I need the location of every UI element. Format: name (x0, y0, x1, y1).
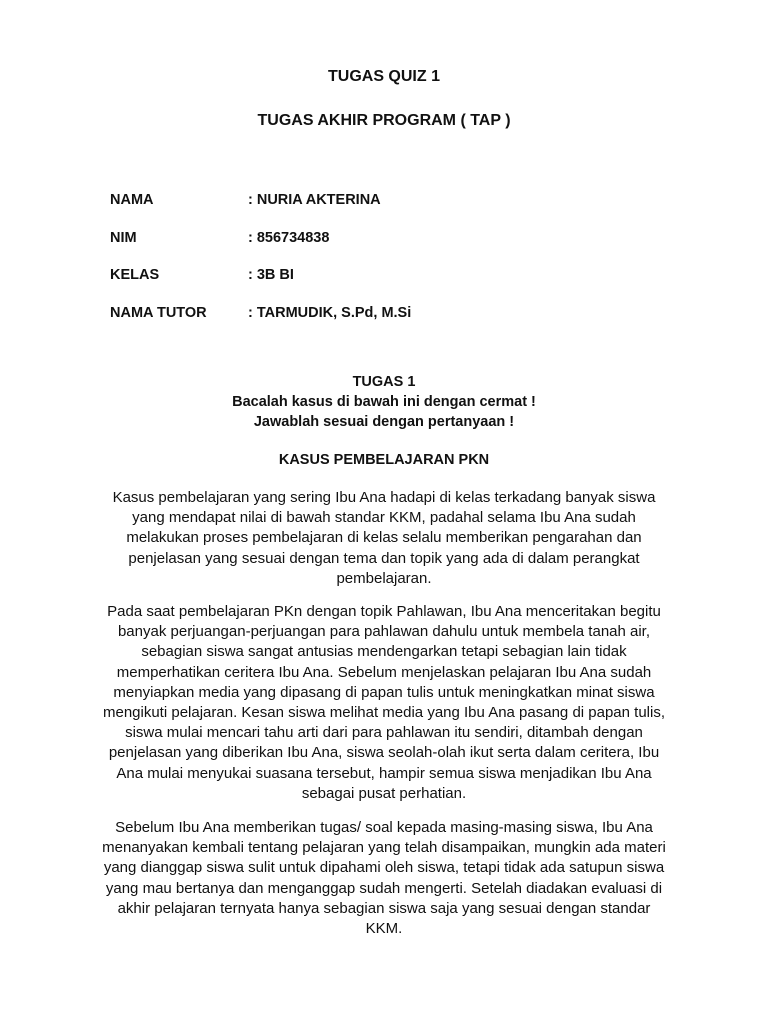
case-paragraph-3: Sebelum Ibu Ana memberikan tugas/ soal kepada masing-masing siswa, Ibu Ana menanyakan kembali tentang pelajaran yang telah disampaikan, mungkin ada materi yang dianggap siswa sulit untuk dipahami oleh siswa, tetapi tidak ada satupun siswa yang mau bertanya dan menganggap sudah mengerti. Setelah diadakan evaluasi di akhir pelajaran ternyata hanya sebagian siswa saja yang sesuai dengan standar KKM. (102, 819, 666, 938)
info-value-nim: : 856734838 (248, 229, 330, 246)
info-row-nim (110, 230, 670, 268)
info-row-nama (110, 192, 670, 230)
case-title: KASUS PEMBELAJARAN PKN (278, 452, 490, 468)
task-block (0, 372, 768, 432)
info-value-kelas: : 3B BI (248, 267, 294, 284)
info-row-nama-tutor (110, 305, 670, 343)
task-heading: TUGAS 1 (352, 374, 416, 390)
case-paragraph-1: Kasus pembelajaran yang sering Ibu Ana hadapi di kelas terkadang banyak siswa yang mendapat nilai di bawah standar KKM, padahal selama Ibu Ana sudah melakukan proses pembelajaran di kelas selalu memberikan pengarahan dan penjelasan yang sesuai dengan tema dan topik yang ada di dalam perangkat pembelajaran. (112, 489, 656, 587)
task-instruction-read: Bacalah kasus di bawah ini dengan cermat ! (232, 394, 536, 410)
task-instruction-answer: Jawablah sesuai dengan pertanyaan ! (253, 414, 515, 430)
info-label-kelas: KELAS (110, 267, 160, 284)
case-paragraph-2: Pada saat pembelajaran PKn dengan topik Pahlawan, Ibu Ana menceritakan begitu banyak perjuangan-perjuangan para pahlawan dahulu untuk membela tanah air, sebagian siswa sangat antusias mendengarkan tetapi sebagian lain tidak memperhatikan ceritera Ibu Ana. Sebelum menjelaskan pelajaran Ibu Ana sudah menyiapkan media yang dipasang di papan tulis untuk meningkatkan minat siswa mengikuti pelajaran. Kesan siswa melihat media yang Ibu Ana pasang di papan tulis, siswa mulai mencari tahu arti dari para pahlawan itu sendiri, ditambah dengan penjelasan yang diberikan Ibu Ana, siswa seolah-olah ikut serta dalam ceritera, Ibu Ana mulai menyukai suasana tersebut, hampir semua siswa menjadikan Ibu Ana sebagai pusat perhatian. (102, 603, 666, 802)
info-value-nama: : NURIA AKTERINA (248, 192, 381, 208)
info-value-nama-tutor: : TARMUDIK, S.Pd, M.Si (248, 305, 412, 322)
student-info (110, 192, 670, 343)
info-label-nama: NAMA (110, 192, 154, 208)
info-label-nim: NIM (110, 229, 137, 246)
document-title: TUGAS QUIZ 1 (327, 68, 440, 85)
info-label-nama-tutor: NAMA TUTOR (110, 305, 207, 322)
info-row-kelas (110, 267, 670, 305)
document-subtitle: TUGAS AKHIR PROGRAM ( TAP ) (257, 112, 511, 129)
